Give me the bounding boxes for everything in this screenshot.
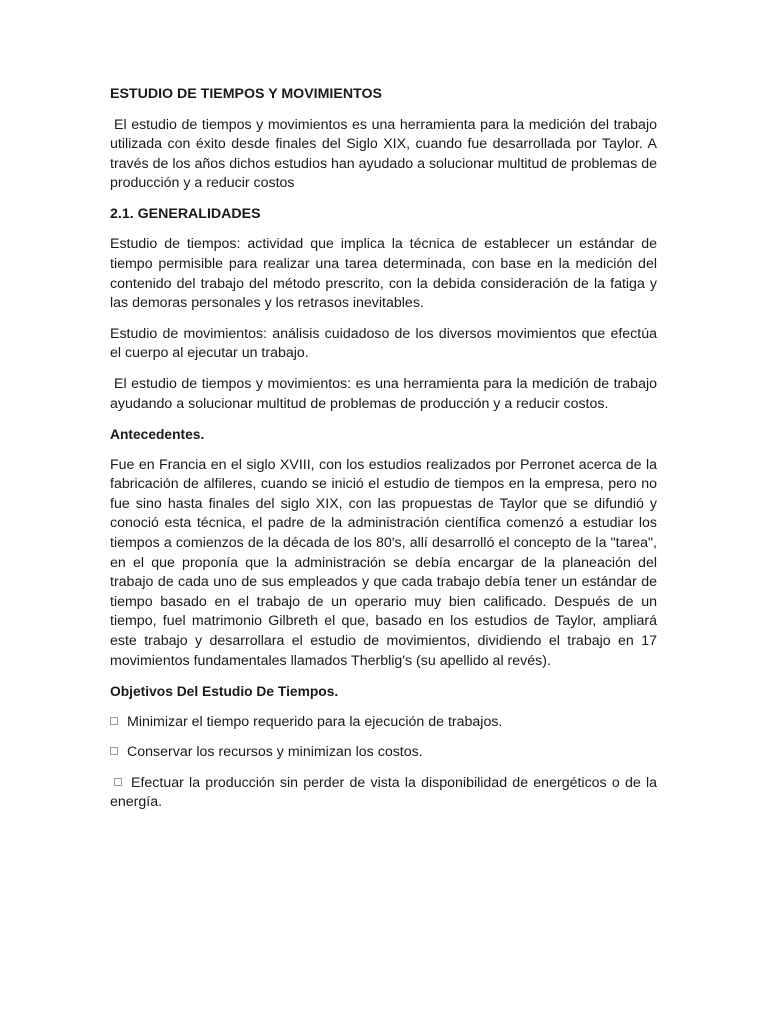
document-title: ESTUDIO DE TIEMPOS Y MOVIMIENTOS [110, 86, 382, 102]
objetivos-heading: Objetivos Del Estudio De Tiempos. [110, 684, 339, 700]
objetivo-list-item [110, 713, 657, 733]
section-heading: 2.1. GENERALIDADES [110, 205, 261, 222]
objetivo-text: Efectuar la producción sin perder de vista la disponibilidad de energéticos o de la energía. [110, 774, 657, 811]
checkbox-bullet-icon [114, 778, 122, 786]
objetivo-text: Conservar los recursos y minimizan los costos. [127, 744, 423, 761]
checkbox-bullet-icon [110, 747, 118, 755]
definition-tiempos-paragraph: Estudio de tiempos: actividad que implica la técnica de establecer un estándar de tiempo permisible para realizar una tarea determinada, con base en la medición del contenido del trabajo del método prescrito, con la debida consideración de la fatiga y las demoras personales y los retrasos inevitables. [110, 236, 657, 312]
objetivo-list-item [110, 774, 657, 813]
objetivo-text: Minimizar el tiempo requerido para la ejecución de trabajos. [127, 713, 503, 730]
antecedentes-paragraph: Fue en Francia en el siglo XVIII, con los estudios realizados por Perronet acerca de la fabricación de alfileres, cuando se inició el estudio de tiempos en la empresa, pero no fue sino hasta finales del siglo XIX, con las propuestas de Taylor que se difundió y conoció esta técnica, el padre de la administración científica comenzó a estudiar los tiempos a comienzos de la década de los 80's, allí desarrolló el concepto de la "tarea", en el que proponía que la administración se debía encargar de la planeación del trabajo de cada uno de sus empleados y que cada trabajo debía tener un estándar de tiempo basado en el trabajo de un operario muy bien calificado. Después de un tiempo, fuel matrimonio Gilbreth el que, basado en los estudios de Taylor, ampliará este trabajo y desarrollara el estudio de movimientos, dividiendo el trabajo en 17 movimientos fundamentales llamados Therblig's (su apellido al revés). [110, 456, 657, 669]
objetivo-list-item [110, 743, 657, 763]
checkbox-bullet-icon [110, 717, 118, 725]
antecedentes-heading: Antecedentes. [110, 427, 205, 443]
intro-paragraph: El estudio de tiempos y movimientos es una herramienta para la medición del trabajo utilizada con éxito desde finales del Siglo XIX, cuando fue desarrollada por Taylor. A través de los años dichos estudios han ayudado a solucionar multitud de problemas de producción y a reducir costos [110, 116, 657, 192]
summary-paragraph: El estudio de tiempos y movimientos: es una herramienta para la medición de trabajo ayudando a solucionar multitud de problemas de producción y a reducir costos. [110, 375, 657, 412]
document-page [110, 85, 657, 824]
definition-movimientos-paragraph: Estudio de movimientos: análisis cuidadoso de los diversos movimientos que efectúa el cuerpo al ejecutar un trabajo. [110, 325, 657, 362]
